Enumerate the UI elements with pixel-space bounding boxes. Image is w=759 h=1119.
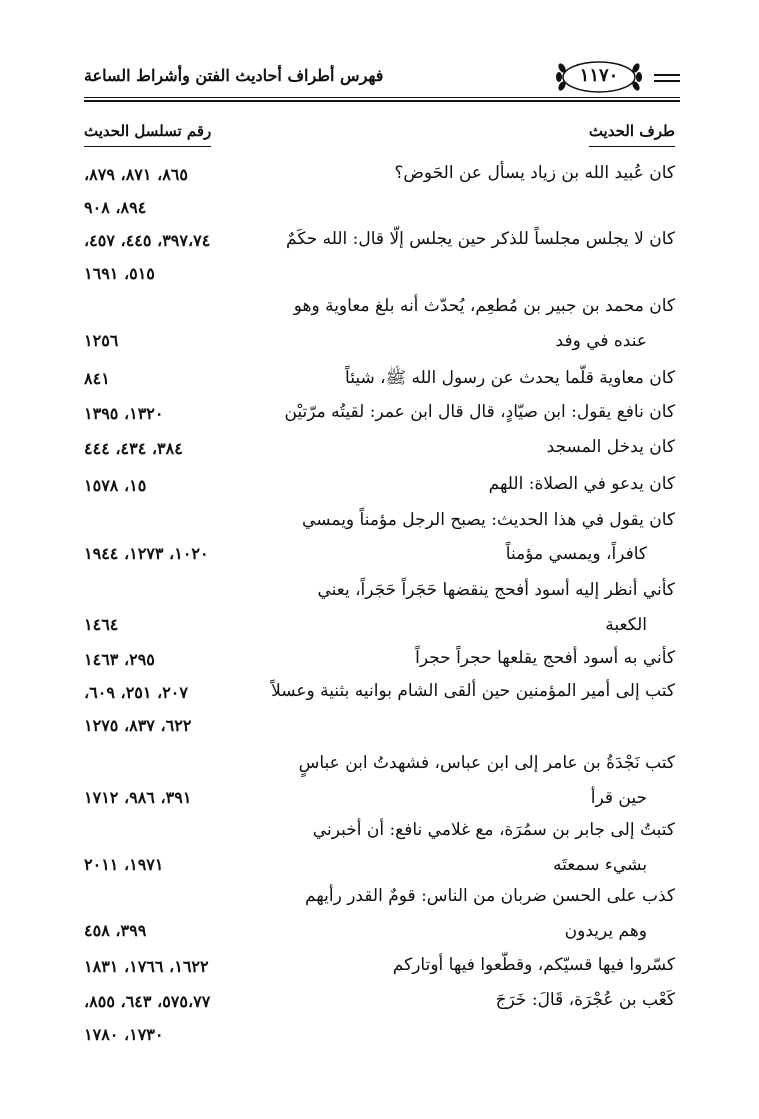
hadith-numbers: ٣٩١، ٩٨٦، ١٧١٢ xyxy=(84,788,192,807)
page-number-badge xyxy=(554,58,644,96)
hadith-phrase: كان يدخل المسجد xyxy=(546,437,675,457)
column-heading-phrase xyxy=(589,122,675,147)
hadith-numbers: ٢٠٧، ٢٥١، ٦٠٩، xyxy=(84,683,188,702)
column-heading-refs xyxy=(84,122,211,147)
hadith-numbers: ١٢٥٦ xyxy=(84,331,119,350)
hadith-numbers: ٨٩٤، ٩٠٨ xyxy=(84,198,147,217)
hadith-phrase: كان يقول في هذا الحديث: يصبح الرجل مؤمناً ويمسي xyxy=(302,510,675,530)
hadith-numbers: ٥١٥، ١٦٩١ xyxy=(84,264,155,283)
header-dash xyxy=(654,80,680,82)
hadith-numbers: ١٦٢٢، ١٧٦٦، ١٨٣١ xyxy=(84,957,209,976)
hadith-numbers: ٣٩٩، ٤٥٨ xyxy=(84,921,147,940)
hadith-numbers: ١٥، ١٥٧٨ xyxy=(84,476,147,495)
hadith-numbers: ١٧٣٠، ١٧٨٠ xyxy=(84,1025,164,1044)
hadith-numbers: ١٣٢٠، ١٣٩٥ xyxy=(84,404,164,423)
header-title: فهرس أطراف أحاديث الفتن وأشراط الساعة xyxy=(84,66,384,85)
hadith-phrase: كان عُبيد الله بن زياد يسأل عن الحَوض؟ xyxy=(394,163,675,183)
hadith-phrase: بشيء سمعتَه xyxy=(553,855,647,875)
hadith-numbers: ١٩٧١، ٢٠١١ xyxy=(84,855,164,874)
hadith-phrase: كذب على الحسن ضربان من الناس: قومٌ القدر رأيهم xyxy=(304,886,675,906)
header-dash xyxy=(654,74,680,76)
hadith-phrase: كأني أنظر إليه أسود أفحج ينقضها حَجَراً حَجَراً، يعني xyxy=(317,580,675,600)
hadith-phrase: كان محمد بن جبير بن مُطعِم، يُحدّث أنه بلغ معاوية وهو xyxy=(293,296,675,316)
hadith-phrase: وهم يريدون xyxy=(564,921,647,941)
hadith-phrase: كان نافع يقول: ابن صيّادٍ، قال قال ابن عمر: لقيتُه مرّتيْن xyxy=(284,402,675,422)
hadith-phrase: كتب إلى أمير المؤمنين حين ألقى الشام بوانيه بثنية وعسلاً xyxy=(271,681,675,701)
hadith-numbers: ٣٨٤، ٤٣٤، ٤٤٤ xyxy=(84,439,183,458)
hadith-phrase: عنده في وفد xyxy=(555,331,647,351)
hadith-numbers: ٥٧٥،٧٧، ٦٤٣، ٨٥٥، xyxy=(84,992,211,1011)
hadith-numbers: ١٠٢٠، ١٢٧٣، ١٩٤٤ xyxy=(84,544,209,563)
column-heading-refs-text: رقم تسلسل الحديث xyxy=(84,122,212,140)
hadith-phrase: كان يدعو في الصلاة: اللهم xyxy=(488,474,675,494)
hadith-phrase: كافراً، ويمسي مؤمناً xyxy=(505,544,647,564)
header-rule xyxy=(84,97,680,98)
hadith-phrase: كسّروا فيها قسيّكم، وقطّعوا فيها أوتاركم xyxy=(392,955,675,975)
hadith-phrase: كَعْب بن عُجْرَة، قَالَ: خَرَجَ xyxy=(495,990,675,1010)
hadith-phrase: كأني به أسود أفحج يقلعها حجراً حجراً xyxy=(415,648,675,668)
hadith-numbers: ٨٦٥، ٨٧١، ٨٧٩، xyxy=(84,165,188,184)
hadith-phrase: كان لا يجلس مجلساً للذكر حين يجلس إلّا قال: الله حكَمٌ xyxy=(286,229,675,249)
hadith-numbers: ٢٩٥، ١٤٦٣ xyxy=(84,650,155,669)
hadith-phrase: حين قرأ xyxy=(590,788,647,808)
column-heading-phrase-text: طرف الحديث xyxy=(588,122,675,140)
hadith-phrase: كان معاوية قلّما يحدث عن رسول الله ﷺ، شيئاً xyxy=(345,368,675,388)
hadith-numbers: ٦٢٢، ٨٣٧، ١٢٧٥ xyxy=(84,716,192,735)
hadith-phrase: كتبتُ إلى جابر بن سمُرَة، مع غلامي نافع: أن أخبرني xyxy=(312,820,675,840)
hadith-numbers: ٨٤١ xyxy=(84,369,110,388)
hadith-phrase: الكعبة xyxy=(605,615,647,635)
hadith-numbers: ٣٩٧،٧٤، ٤٤٥، ٤٥٧، xyxy=(84,231,211,250)
header-rule xyxy=(84,100,680,102)
hadith-phrase: كتب نَجْدَةُ بن عامر إلى ابن عباس، فشهدتُ ابن عباسٍ xyxy=(298,753,675,773)
page-number: ١١٧٠ xyxy=(579,65,619,86)
running-header xyxy=(84,58,680,100)
hadith-numbers: ١٤٦٤ xyxy=(84,615,119,634)
